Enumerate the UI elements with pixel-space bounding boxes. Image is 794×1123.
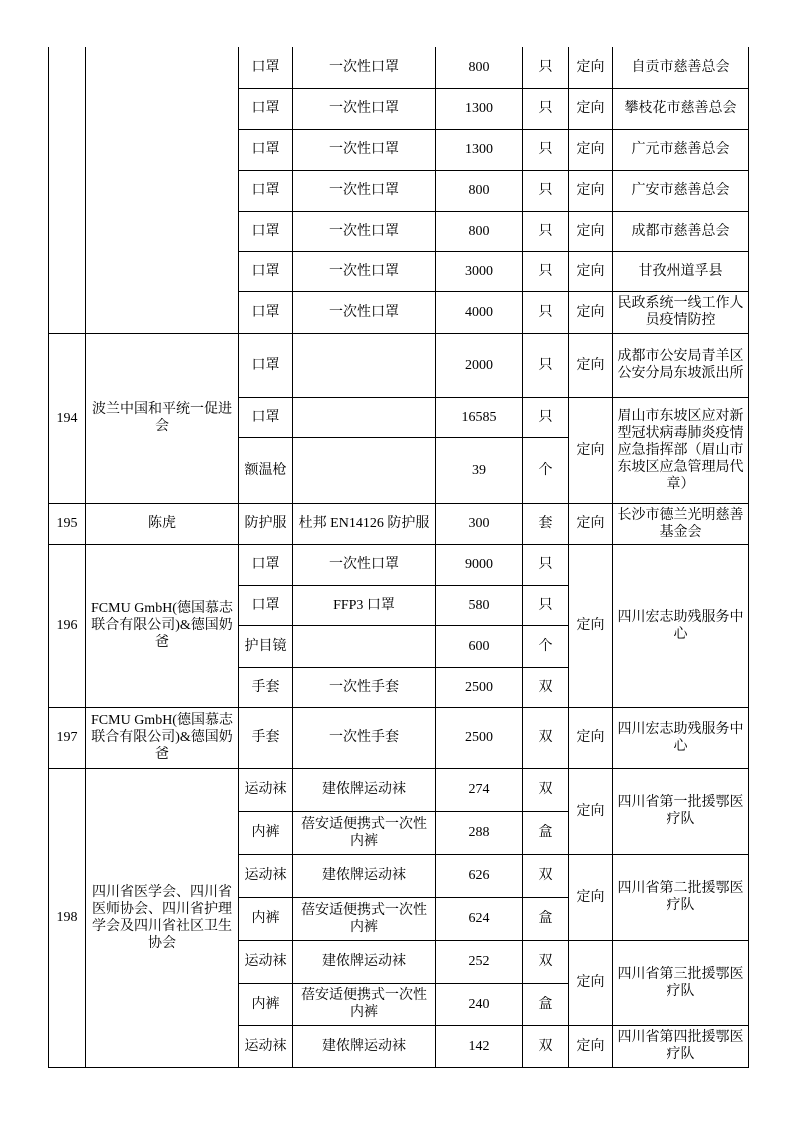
quantity-cell: 9000 (436, 544, 523, 585)
unit-cell: 只 (523, 170, 569, 211)
direction-cell: 定向 (569, 940, 613, 1025)
unit-cell: 只 (523, 333, 569, 397)
quantity-cell: 1300 (436, 88, 523, 129)
unit-cell: 双 (523, 1025, 569, 1067)
item-name-cell: 蓓安适便携式一次性内裤 (293, 811, 436, 854)
recipient-cell: 成都市公安局青羊区公安分局东坡派出所 (613, 333, 749, 397)
recipient-cell: 四川宏志助残服务中心 (613, 544, 749, 707)
category-cell: 手套 (239, 707, 293, 768)
direction-cell: 定向 (569, 854, 613, 940)
item-name-cell: 建侬牌运动袜 (293, 940, 436, 983)
category-cell: 口罩 (239, 291, 293, 333)
quantity-cell: 580 (436, 585, 523, 625)
seq-cell: 197 (49, 707, 86, 768)
unit-cell: 只 (523, 397, 569, 437)
recipient-cell: 民政系统一线工作人员疫情防控 (613, 291, 749, 333)
direction-cell: 定向 (569, 333, 613, 397)
category-cell: 护目镜 (239, 625, 293, 667)
direction-cell: 定向 (569, 170, 613, 211)
item-name-cell: 建侬牌运动袜 (293, 768, 436, 811)
direction-cell: 定向 (569, 291, 613, 333)
category-cell: 内裤 (239, 983, 293, 1025)
category-cell: 内裤 (239, 811, 293, 854)
unit-cell: 双 (523, 768, 569, 811)
direction-cell: 定向 (569, 251, 613, 291)
recipient-cell: 眉山市东坡区应对新型冠状病毒肺炎疫情应急指挥部（眉山市东坡区应急管理局代章） (613, 397, 749, 503)
item-name-cell: 一次性口罩 (293, 291, 436, 333)
donor-cell (86, 47, 239, 333)
recipient-cell: 自贡市慈善总会 (613, 47, 749, 88)
unit-cell: 个 (523, 625, 569, 667)
seq-cell: 196 (49, 544, 86, 707)
direction-cell: 定向 (569, 211, 613, 251)
item-name-cell: 一次性口罩 (293, 211, 436, 251)
recipient-cell: 四川省第二批援鄂医疗队 (613, 854, 749, 940)
recipient-cell: 四川省第一批援鄂医疗队 (613, 768, 749, 854)
unit-cell: 只 (523, 47, 569, 88)
quantity-cell: 2500 (436, 707, 523, 768)
table-row (49, 503, 749, 544)
direction-cell: 定向 (569, 47, 613, 88)
unit-cell: 只 (523, 544, 569, 585)
category-cell: 防护服 (239, 503, 293, 544)
recipient-cell: 长沙市德兰光明慈善基金会 (613, 503, 749, 544)
category-cell: 口罩 (239, 251, 293, 291)
unit-cell: 盒 (523, 811, 569, 854)
quantity-cell: 4000 (436, 291, 523, 333)
donations-table (48, 47, 749, 1068)
unit-cell: 只 (523, 585, 569, 625)
direction-cell: 定向 (569, 129, 613, 170)
category-cell: 运动袜 (239, 854, 293, 897)
donor-cell: FCMU GmbH(德国慕志联合有限公司)&德国奶爸 (86, 544, 239, 707)
quantity-cell: 800 (436, 47, 523, 88)
unit-cell: 只 (523, 129, 569, 170)
item-name-cell (293, 397, 436, 437)
table-body (49, 47, 749, 1067)
seq-cell (49, 47, 86, 333)
item-name-cell: 一次性手套 (293, 707, 436, 768)
donor-cell: 波兰中国和平统一促进会 (86, 333, 239, 503)
direction-cell: 定向 (569, 768, 613, 854)
recipient-cell: 四川省第三批援鄂医疗队 (613, 940, 749, 1025)
direction-cell: 定向 (569, 1025, 613, 1067)
item-name-cell: 一次性口罩 (293, 251, 436, 291)
table-row (49, 333, 749, 397)
item-name-cell: 建侬牌运动袜 (293, 1025, 436, 1067)
category-cell: 口罩 (239, 585, 293, 625)
quantity-cell: 252 (436, 940, 523, 983)
item-name-cell (293, 437, 436, 503)
item-name-cell: 一次性口罩 (293, 170, 436, 211)
item-name-cell: 杜邦 EN14126 防护服 (293, 503, 436, 544)
table-row (49, 47, 749, 88)
direction-cell: 定向 (569, 88, 613, 129)
category-cell: 口罩 (239, 170, 293, 211)
item-name-cell (293, 625, 436, 667)
direction-cell: 定向 (569, 397, 613, 503)
unit-cell: 双 (523, 667, 569, 707)
quantity-cell: 626 (436, 854, 523, 897)
table-row (49, 544, 749, 585)
category-cell: 口罩 (239, 397, 293, 437)
unit-cell: 双 (523, 940, 569, 983)
recipient-cell: 四川宏志助残服务中心 (613, 707, 749, 768)
category-cell: 口罩 (239, 211, 293, 251)
quantity-cell: 288 (436, 811, 523, 854)
unit-cell: 套 (523, 503, 569, 544)
category-cell: 运动袜 (239, 768, 293, 811)
category-cell: 内裤 (239, 897, 293, 940)
quantity-cell: 600 (436, 625, 523, 667)
unit-cell: 双 (523, 854, 569, 897)
quantity-cell: 800 (436, 170, 523, 211)
unit-cell: 个 (523, 437, 569, 503)
item-name-cell: 蓓安适便携式一次性内裤 (293, 897, 436, 940)
item-name-cell: 一次性口罩 (293, 129, 436, 170)
quantity-cell: 1300 (436, 129, 523, 170)
category-cell: 手套 (239, 667, 293, 707)
quantity-cell: 624 (436, 897, 523, 940)
quantity-cell: 142 (436, 1025, 523, 1067)
item-name-cell: 蓓安适便携式一次性内裤 (293, 983, 436, 1025)
donor-cell: 四川省医学会、四川省医师协会、四川省护理学会及四川省社区卫生协会 (86, 768, 239, 1067)
direction-cell: 定向 (569, 544, 613, 707)
unit-cell: 只 (523, 88, 569, 129)
item-name-cell: 一次性手套 (293, 667, 436, 707)
quantity-cell: 274 (436, 768, 523, 811)
quantity-cell: 240 (436, 983, 523, 1025)
unit-cell: 盒 (523, 983, 569, 1025)
item-name-cell: 建侬牌运动袜 (293, 854, 436, 897)
quantity-cell: 300 (436, 503, 523, 544)
item-name-cell: 一次性口罩 (293, 88, 436, 129)
category-cell: 口罩 (239, 88, 293, 129)
donor-cell: 陈虎 (86, 503, 239, 544)
category-cell: 口罩 (239, 544, 293, 585)
category-cell: 口罩 (239, 47, 293, 88)
recipient-cell: 四川省第四批援鄂医疗队 (613, 1025, 749, 1067)
quantity-cell: 2500 (436, 667, 523, 707)
unit-cell: 只 (523, 291, 569, 333)
unit-cell: 只 (523, 211, 569, 251)
unit-cell: 只 (523, 251, 569, 291)
quantity-cell: 16585 (436, 397, 523, 437)
seq-cell: 195 (49, 503, 86, 544)
item-name-cell: 一次性口罩 (293, 544, 436, 585)
item-name-cell (293, 333, 436, 397)
recipient-cell: 广元市慈善总会 (613, 129, 749, 170)
quantity-cell: 3000 (436, 251, 523, 291)
category-cell: 运动袜 (239, 940, 293, 983)
quantity-cell: 2000 (436, 333, 523, 397)
recipient-cell: 广安市慈善总会 (613, 170, 749, 211)
category-cell: 运动袜 (239, 1025, 293, 1067)
recipient-cell: 成都市慈善总会 (613, 211, 749, 251)
table-row (49, 768, 749, 811)
category-cell: 口罩 (239, 129, 293, 170)
unit-cell: 双 (523, 707, 569, 768)
quantity-cell: 39 (436, 437, 523, 503)
item-name-cell: FFP3 口罩 (293, 585, 436, 625)
direction-cell: 定向 (569, 707, 613, 768)
table-row (49, 707, 749, 768)
seq-cell: 194 (49, 333, 86, 503)
item-name-cell: 一次性口罩 (293, 47, 436, 88)
seq-cell: 198 (49, 768, 86, 1067)
category-cell: 额温枪 (239, 437, 293, 503)
donor-cell: FCMU GmbH(德国慕志联合有限公司)&德国奶爸 (86, 707, 239, 768)
category-cell: 口罩 (239, 333, 293, 397)
quantity-cell: 800 (436, 211, 523, 251)
recipient-cell: 甘孜州道孚县 (613, 251, 749, 291)
unit-cell: 盒 (523, 897, 569, 940)
direction-cell: 定向 (569, 503, 613, 544)
recipient-cell: 攀枝花市慈善总会 (613, 88, 749, 129)
